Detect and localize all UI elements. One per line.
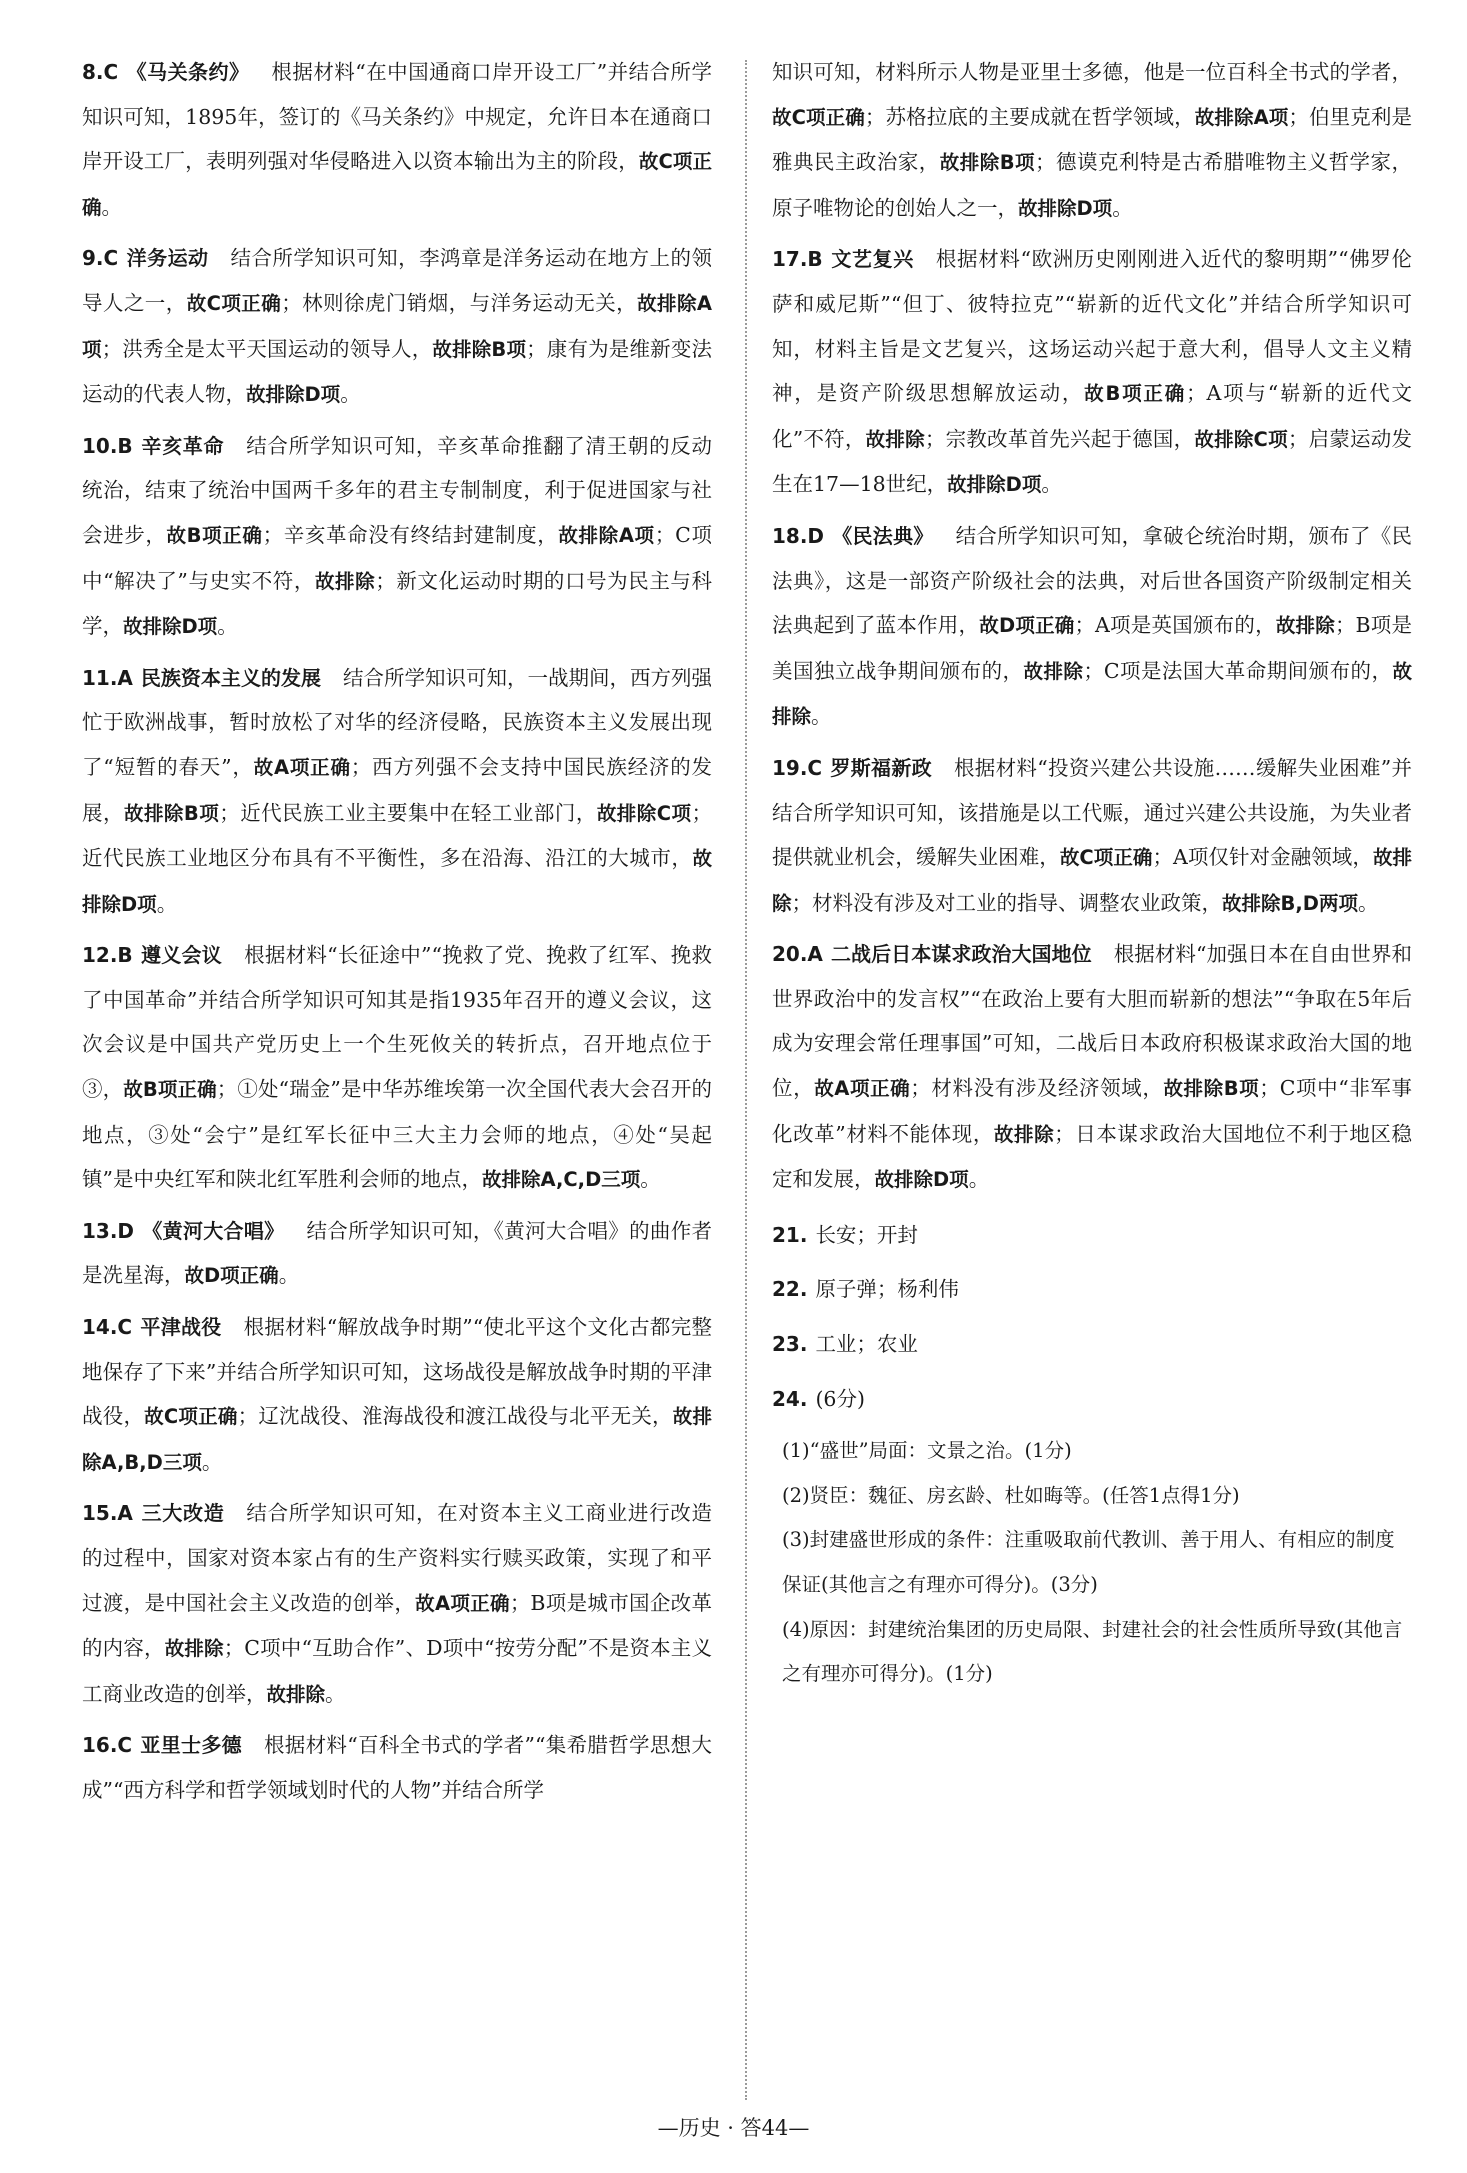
question-number: 9.C bbox=[82, 246, 119, 271]
question-number: 8.C bbox=[82, 60, 119, 84]
explanation-text: ；C项中“解决了”与史实不符， bbox=[82, 522, 713, 593]
bold-verdict: 故B项正确 bbox=[166, 523, 263, 547]
bold-verdict: 故C项正确 bbox=[82, 150, 713, 219]
right-entries bbox=[772, 50, 1412, 1203]
right-column bbox=[772, 50, 1412, 1697]
page-footer: —历史 · 答44— bbox=[657, 2116, 810, 2140]
bold-verdict: 故排除D项 bbox=[874, 1168, 969, 1192]
bold-verdict: 故排除D项 bbox=[123, 615, 218, 639]
bold-verdict: 故C项正确 bbox=[772, 105, 865, 129]
explanation-text: ；康有为是维新变法运动的代表人物， bbox=[82, 336, 712, 407]
question-number: 24. bbox=[772, 1386, 808, 1411]
bold-verdict: 故排除A项 bbox=[82, 291, 713, 361]
explanation-text: 根据材料“投资兴建公共设施……缓解失业困难”并结合所学知识可知，该措施是以工代赈，通过兴建公共设施，为失业者提供就业机会，缓解失业困难， bbox=[772, 755, 1412, 870]
explanation-text: 。 bbox=[640, 1167, 661, 1192]
question-number: 20.A bbox=[772, 942, 823, 967]
question-number: 23. bbox=[772, 1332, 808, 1357]
bold-verdict: 故排除D项 bbox=[246, 383, 341, 407]
short-answer bbox=[772, 1267, 1412, 1312]
answer-text bbox=[772, 932, 1412, 1203]
explanation-text: ；近代民族工业地区分布具有不平衡性，多在沿海、沿江的大城市， bbox=[82, 800, 713, 871]
explanation-text: ；辽沈战役、淮海战役和渡江战役与北平无关， bbox=[237, 1404, 673, 1429]
bold-verdict: 故排除B项 bbox=[123, 801, 220, 825]
explanation-text: ；林则徐虎门销烟，与洋务运动无关， bbox=[281, 290, 638, 315]
explanation-text: 根据材料“长征途中”“挽救了党、挽救了红军、挽救了中国革命”并结合所学知识可知其是指1935年召开的遵义会议，这次会议是中国共产党历史上一个生死攸关的转折点，召开地点位于③， bbox=[82, 943, 712, 1102]
explanation-text: 结合所学知识可知，在对资本主义工商业进行改造的过程中，国家对资本家占有的生产资料实行赎买政策，实现了和平过渡，是中国社会主义改造的创举， bbox=[82, 1501, 713, 1615]
explanation-text: ；宗教改革首先兴起于德国， bbox=[924, 426, 1195, 451]
bold-verdict: 故排除D项 bbox=[1018, 196, 1113, 220]
answer-text bbox=[772, 237, 1412, 508]
answer-keyword: 亚里士多德 bbox=[140, 1733, 242, 1758]
explanation-text: 。 bbox=[325, 1681, 346, 1706]
explanation-text: 。 bbox=[1041, 472, 1062, 497]
bold-verdict: 故排除D项 bbox=[82, 847, 712, 916]
answer-text bbox=[82, 236, 712, 417]
q24-item: (4)原因：封建统治集团的历史局限、封建社会的社会性质所导致(其他言之有理亦可得分)。(1分) bbox=[782, 1617, 1403, 1686]
bold-verdict: 故排除 bbox=[266, 1682, 326, 1706]
bold-verdict: 故排除C项 bbox=[1194, 427, 1288, 451]
answer-entry bbox=[82, 50, 712, 230]
bold-verdict: 故排除A项 bbox=[558, 523, 655, 547]
explanation-text: 。 bbox=[201, 1449, 223, 1474]
q24-items bbox=[772, 1429, 1412, 1697]
question-number: 19.C bbox=[772, 755, 823, 780]
explanation-text: 根据材料“百科全书式的学者”“集希腊哲学思想大成”“西方科学和哲学领域划时代的人物”并结合所学 bbox=[82, 1733, 712, 1802]
explanation-text: ；近代民族工业主要集中在轻工业部门， bbox=[219, 800, 597, 825]
explanation-text: 。 bbox=[101, 194, 123, 219]
short-answer-text: (6分) bbox=[815, 1386, 865, 1411]
question-number: 18.D bbox=[772, 523, 825, 548]
explanation-text: ；C项是法国大革命期间颁布的， bbox=[1083, 658, 1393, 683]
explanation-text: 。 bbox=[278, 1263, 300, 1288]
explanation-text: 结合所学知识可知，一战期间，西方列强忙于欧洲战事，暂时放松了对华的经济侵略，民族资本主义发展出现了“短暂的春天”， bbox=[82, 665, 713, 779]
bold-verdict: 故排除 bbox=[772, 659, 1412, 729]
answer-keyword: 遵义会议 bbox=[140, 943, 223, 968]
explanation-text: ；材料没有涉及经济领域， bbox=[910, 1076, 1164, 1101]
explanation-text: 结合所学知识可知，《黄河大合唱》的曲作者是冼星海， bbox=[82, 1218, 713, 1288]
short-answer bbox=[772, 1377, 1412, 1422]
answer-entry bbox=[772, 746, 1412, 926]
question-number: 21. bbox=[772, 1222, 808, 1247]
explanation-text: ；苏格拉底的主要成就在哲学领域， bbox=[864, 104, 1195, 129]
explanation-text: 结合所学知识可知，辛亥革命推翻了清王朝的反动统治，结束了统治中国两千多年的君主专制制度，利于促进国家与社会进步， bbox=[82, 433, 713, 547]
question-number: 17.B bbox=[772, 247, 823, 272]
answer-text bbox=[82, 50, 712, 230]
answer-entry bbox=[82, 933, 712, 1203]
bold-verdict: 故排除A项 bbox=[1194, 105, 1289, 129]
answer-text bbox=[82, 1305, 712, 1485]
bold-verdict: 故排除B项 bbox=[1163, 1077, 1260, 1101]
bold-verdict: 故排除 bbox=[1275, 614, 1335, 638]
answer-entry bbox=[82, 424, 712, 650]
explanation-text: ；辛亥革命没有终结封建制度， bbox=[262, 522, 559, 547]
bold-verdict: 故排除 bbox=[314, 569, 376, 593]
bold-verdict: 故D项正确 bbox=[979, 614, 1075, 638]
question-number: 13.D bbox=[82, 1218, 135, 1243]
explanation-text: ；C项中“互助合作”、D项中“按劳分配”不是资本主义工商业改造的创举， bbox=[82, 1636, 712, 1706]
answer-keyword: 《黄河大合唱》 bbox=[142, 1218, 285, 1243]
answer-entry bbox=[82, 656, 712, 928]
bold-verdict: 故排除 bbox=[865, 427, 925, 451]
explanation-text: 知识可知，材料所示人物是亚里士多德，他是一位百科全书式的学者， bbox=[772, 60, 1412, 84]
answer-keyword: 《马关条约》 bbox=[126, 60, 250, 84]
explanation-text: ；洪秀全是太平天国运动的领导人， bbox=[101, 336, 433, 361]
answer-entry bbox=[82, 1305, 712, 1485]
answer-entry bbox=[82, 1209, 712, 1299]
answer-keyword: 洋务运动 bbox=[126, 246, 209, 271]
explanation-text: ；伯里克利是雅典民主政治家， bbox=[772, 104, 1413, 175]
bold-verdict: 故A项正确 bbox=[253, 755, 351, 779]
explanation-text: ；德谟克利特是古希腊唯物主义哲学家，原子唯物论的创始人之一， bbox=[772, 150, 1413, 220]
explanation-text: 。 bbox=[340, 382, 361, 407]
column-divider bbox=[745, 60, 747, 2100]
bold-verdict: 故排除A,C,D三项 bbox=[481, 1168, 641, 1192]
explanation-text: 。 bbox=[1112, 195, 1133, 220]
bold-verdict: 故排除D项 bbox=[947, 473, 1042, 497]
bold-verdict: 故A项正确 bbox=[814, 1077, 911, 1101]
explanation-text: 根据材料“解放战争时期”“使北平这个文化古都完整地保存了下来”并结合所学知识可知，这场战役是解放战争时期的平津战役， bbox=[82, 1315, 713, 1429]
answer-entry bbox=[82, 1491, 712, 1717]
question-number: 15.A bbox=[82, 1501, 133, 1526]
explanation-text: 。 bbox=[811, 704, 832, 729]
answer-text bbox=[82, 424, 712, 650]
question-number: 16.C bbox=[82, 1733, 133, 1758]
explanation-text: 。 bbox=[1357, 890, 1379, 915]
answer-keyword: 三大改造 bbox=[140, 1501, 225, 1526]
question-number: 10.B bbox=[82, 433, 133, 458]
short-answer bbox=[772, 1322, 1412, 1367]
answer-text bbox=[772, 746, 1412, 926]
bold-verdict: 故D项正确 bbox=[184, 1264, 279, 1288]
answer-keyword: 二战后日本谋求政治大国地位 bbox=[830, 942, 1092, 967]
short-answer-text: 长安；开封 bbox=[815, 1222, 918, 1247]
bold-verdict: 故C项正确 bbox=[1059, 846, 1153, 870]
explanation-text: ；材料没有涉及对工业的指导、调整农业政策， bbox=[791, 890, 1223, 915]
bold-verdict: 故排除B,D两项 bbox=[1222, 891, 1358, 915]
explanation-text: ；B项是美国独立战争期间颁布的， bbox=[772, 613, 1412, 683]
short-answer bbox=[772, 1213, 1412, 1258]
bold-verdict: 故排除 bbox=[993, 1122, 1055, 1146]
answer-text bbox=[82, 1723, 712, 1812]
answer-text bbox=[82, 656, 712, 928]
answer-text bbox=[82, 933, 712, 1203]
explanation-text: 根据材料“在中国通商口岸开设工厂”并结合所学知识可知，1895年，签订的《马关条约》中规定，允许日本在通商口岸开设工厂，表明列强对华侵略进入以资本输出为主的阶段， bbox=[82, 60, 713, 174]
answer-entry bbox=[772, 237, 1412, 508]
explanation-text: ；启蒙运动发生在17—18世纪， bbox=[772, 426, 1413, 497]
explanation-text: ；新文化运动时期的口号为民主与科学， bbox=[82, 568, 712, 639]
explanation-text: ；C项中“非军事化改革”材料不能体现， bbox=[772, 1076, 1413, 1146]
bold-verdict: 故排除C项 bbox=[596, 801, 692, 825]
bold-verdict: 故B项正确 bbox=[123, 1078, 217, 1102]
explanation-text: 根据材料“加强日本在自由世界和世界政治中的发言权”“在政治上要有大胆而崭新的想法”“争取在5年后成为安理会常任理事国”可知，二战后日本政府积极谋求政治大国的地位， bbox=[772, 942, 1412, 1101]
explanation-text: ；A项与“崭新的近代文化”不符， bbox=[772, 381, 1412, 451]
question-number: 14.C bbox=[82, 1315, 133, 1340]
bold-verdict: 故排除 bbox=[1023, 659, 1084, 683]
question-number: 11.A bbox=[82, 665, 133, 690]
question-number: 22. bbox=[772, 1277, 808, 1302]
answer-keyword: 《民法典》 bbox=[832, 523, 934, 548]
answer-text bbox=[772, 50, 1412, 231]
explanation-text: 。 bbox=[217, 614, 238, 639]
answer-keyword: 辛亥革命 bbox=[140, 433, 225, 458]
explanation-text: ；①处“瑞金”是中华苏维埃第一次全国代表大会召开的地点，③处“会宁”是红军长征中三大主力会师的地点，④处“吴起镇”是中央红军和陕北红军胜利会师的地点， bbox=[82, 1077, 712, 1192]
answer-entry bbox=[772, 514, 1412, 740]
q24-item: (3)封建盛世形成的条件：注重吸取前代教训、善于用人、有相应的制度保证(其他言之有理亦可得分)。(3分) bbox=[782, 1528, 1395, 1596]
explanation-text: ；A项是英国颁布的， bbox=[1074, 613, 1276, 638]
answer-entry bbox=[82, 236, 712, 417]
explanation-text: ；西方列强不会支持中国民族经济的发展， bbox=[82, 754, 713, 825]
left-column bbox=[82, 50, 712, 1819]
question-number: 12.B bbox=[82, 943, 133, 968]
answer-entry bbox=[772, 932, 1412, 1203]
answer-keyword: 文艺复兴 bbox=[830, 247, 914, 272]
bold-verdict: 故C项正确 bbox=[144, 1405, 238, 1429]
bold-verdict: 故排除 bbox=[164, 1637, 224, 1661]
short-answer-text: 工业；农业 bbox=[815, 1332, 918, 1357]
bold-verdict: 故排除B项 bbox=[939, 151, 1035, 175]
bold-verdict: 故排除A,B,D三项 bbox=[82, 1405, 713, 1474]
explanation-text: 结合所学知识可知，李鸿章是洋务运动在地方上的领导人之一， bbox=[82, 246, 713, 315]
explanation-text: ；日本谋求政治大国地位不利于地区稳定和发展， bbox=[772, 1121, 1413, 1192]
answer-keyword: 罗斯福新政 bbox=[830, 755, 932, 780]
answer-text bbox=[82, 1491, 712, 1717]
bold-verdict: 故排除 bbox=[772, 846, 1412, 915]
answer-text bbox=[82, 1209, 712, 1299]
short-answers bbox=[772, 1213, 1412, 1421]
bold-verdict: 故C项正确 bbox=[186, 291, 282, 315]
answer-entry bbox=[82, 1723, 712, 1812]
q24-item: (2)贤臣：魏征、房玄龄、杜如晦等。(任答1点得1分) bbox=[782, 1483, 1240, 1507]
answer-keyword: 民族资本主义的发展 bbox=[140, 665, 321, 690]
answer-text bbox=[772, 514, 1412, 740]
short-answer-text: 原子弹；杨利伟 bbox=[815, 1277, 959, 1302]
q24-item: (1)“盛世”局面：文景之治。(1分) bbox=[782, 1439, 1072, 1463]
explanation-text: 根据材料“欧洲历史刚刚进入近代的黎明期”“佛罗伦萨和威尼斯”“但丁、彼特拉克”“崭新的近代文化”并结合所学知识可知，材料主旨是文艺复兴，这场运动兴起于意大利，倡导人文主义精神，是资产阶级思想解放运动， bbox=[772, 247, 1412, 406]
explanation-text: ；A项仅针对金融领域， bbox=[1152, 845, 1373, 870]
explanation-text: 结合所学知识可知，拿破仑统治时期，颁布了《民法典》，这是一部资产阶级社会的法典，对后世各国资产阶级制定相关法典起到了蓝本作用， bbox=[772, 523, 1413, 638]
explanation-text: 。 bbox=[156, 891, 178, 916]
bold-verdict: 故排除B项 bbox=[432, 337, 527, 361]
answer-entry bbox=[772, 50, 1412, 231]
answer-keyword: 平津战役 bbox=[140, 1315, 222, 1340]
bold-verdict: 故A项正确 bbox=[415, 1591, 510, 1615]
explanation-text: ；B项是城市国企改革的内容， bbox=[82, 1590, 712, 1661]
bold-verdict: 故B项正确 bbox=[1084, 382, 1187, 406]
explanation-text: 。 bbox=[968, 1167, 990, 1192]
